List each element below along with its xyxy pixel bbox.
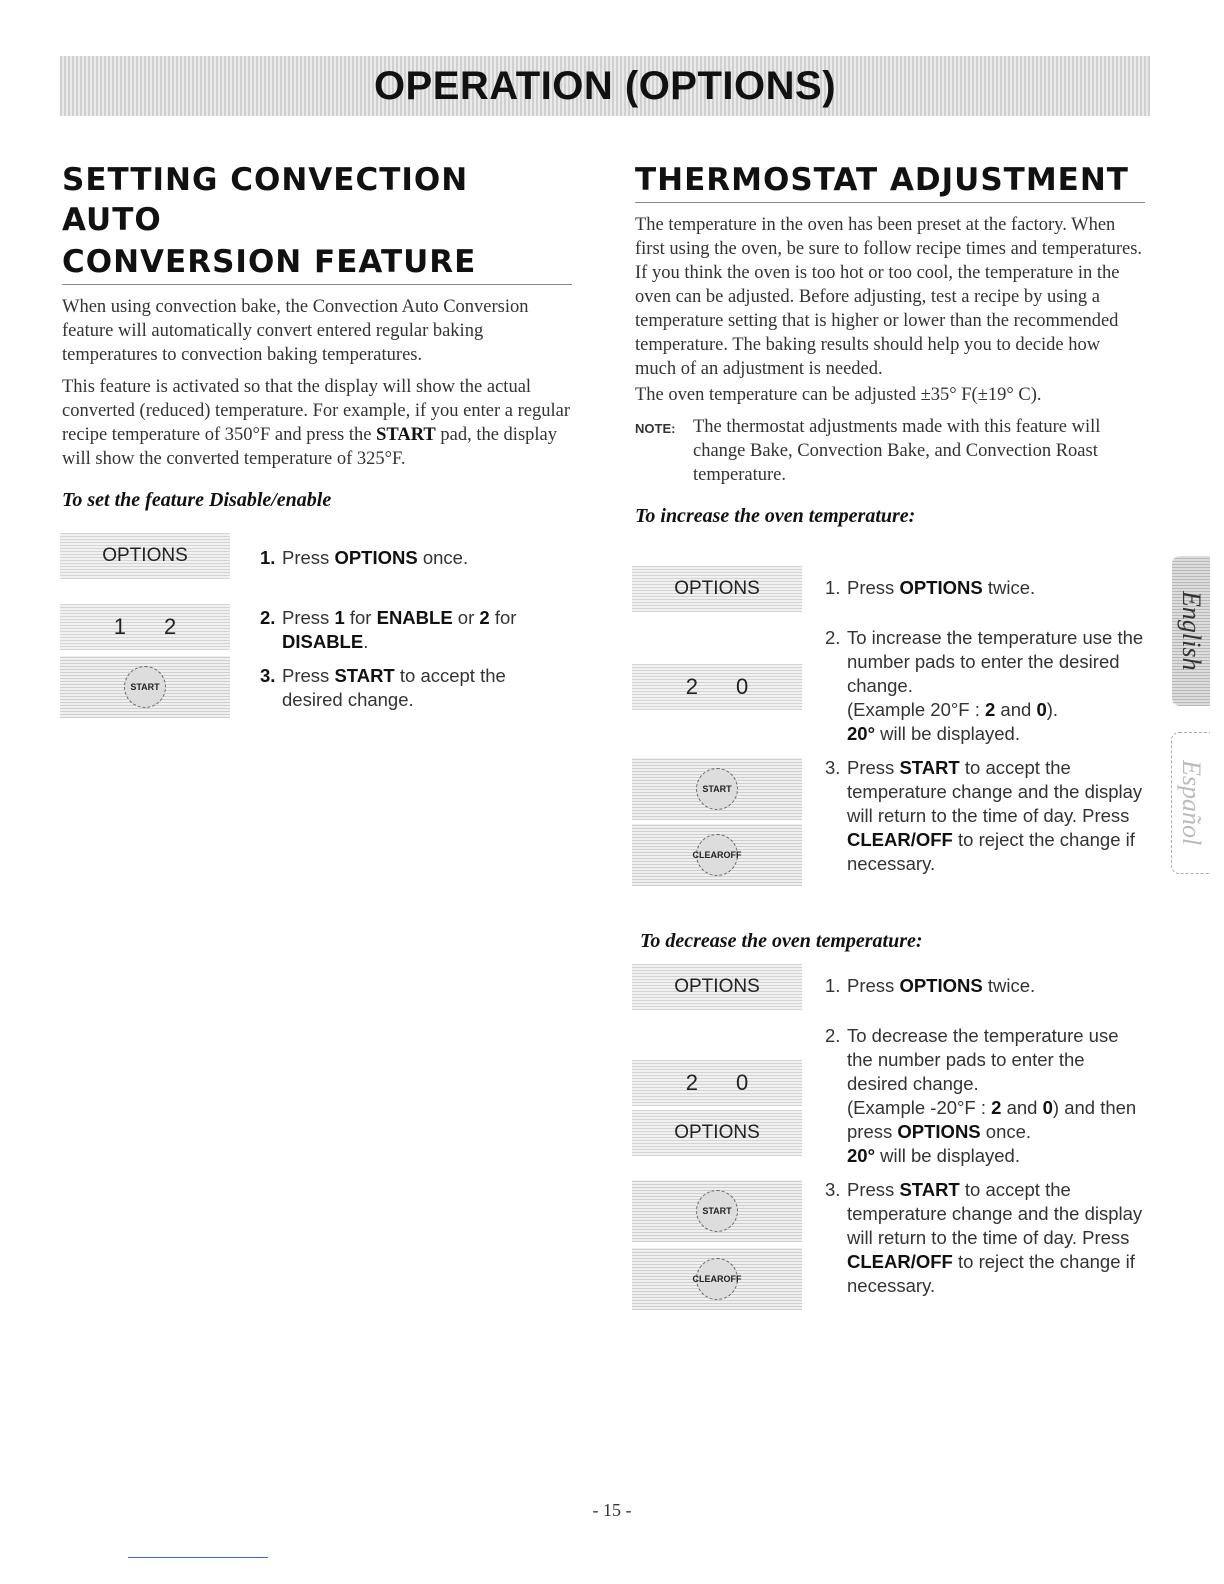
thermostat-section — [635, 160, 1145, 528]
decrease-start-pad — [632, 1180, 802, 1242]
thermostat-intro: The temperature in the oven has been preset at the factory. When first using the oven, be sure to follow recipe times and temperatures. If you think the oven is too hot or too cool, the temperature in the oven can be adjusted. Before adjusting, test a recipe by using a temperature setting that is higher or lower than the recommended temperature. The baking results should help you to decide how much of an adjustment is needed. — [635, 215, 1143, 379]
note-label: NOTE: — [635, 421, 676, 436]
increase-options-pad: OPTIONS — [632, 566, 802, 612]
decrease-subheading: To decrease the oven temperature: — [640, 930, 923, 952]
increase-start-pad — [632, 758, 802, 820]
decrease-options-pad-2: OPTIONS — [632, 1110, 802, 1156]
feature-step-1: 1. Press OPTIONS once. — [260, 547, 469, 568]
note-text: The thermostat adjustments made with this feature will change Bake, Convection Bake, and Convection Roast temperature. — [693, 417, 1101, 485]
increase-step-3: 3. Press START to accept the temperature change and the display will return to the time of day. Press CLEAR/OFF to reject the change if necessary. — [825, 757, 1143, 874]
decrease-clear-pad — [632, 1248, 802, 1310]
convection-intro: When using convection bake, the Convection Auto Conversion feature will automatically convert entered regular baking temperatures to convection baking temperatures. — [62, 297, 529, 365]
convection-example: This feature is activated so that the display will show the actual converted (reduced) temperature. For example, if you enter a regular recipe temperature of 350°F and press the START pad, the display will show the converted temperature of 325°F. — [62, 377, 570, 469]
increase-step-2: 2. To increase the temperature use the number pads to enter the desired change. (Example 20°F : 2 and 0). 20° will be displayed. — [825, 627, 1144, 744]
english-tab[interactable]: English — [1172, 556, 1210, 706]
start-pad — [60, 656, 230, 718]
convection-heading: SETTING CONVECTION AUTO — [62, 162, 469, 238]
espanol-tab[interactable]: Español — [1171, 732, 1210, 874]
page-banner — [60, 56, 1150, 116]
increase-subheading: To increase the oven temperature: — [635, 505, 916, 527]
decrease-step-3: 3. Press START to accept the temperature change and the display will return to the time of day. Press CLEAR/OFF to reject the change if necessary. — [825, 1179, 1143, 1296]
thermostat-note — [635, 415, 1145, 487]
feature-step-2: 2. Press 1 for ENABLE or 2 for DISABLE. — [260, 607, 517, 652]
feature-steps — [260, 546, 550, 722]
decrease-options-pad: OPTIONS — [632, 964, 802, 1010]
convection-heading-line2: CONVERSION FEATURE — [62, 242, 572, 285]
increase-clear-pad — [632, 824, 802, 886]
feature-step-3: 3. Press START to accept the desired change. — [260, 665, 506, 710]
start-knob-icon: START — [124, 666, 166, 708]
clear-off-knob-icon: CLEAR OFF — [696, 834, 738, 876]
increase-number-pads: 2 0 — [632, 664, 802, 710]
decrease-steps — [825, 974, 1145, 1308]
thermostat-heading: THERMOSTAT ADJUSTMENT — [635, 160, 1145, 203]
decrease-step-2: 2. To decrease the temperature use the number pads to enter the desired change. (Example -20°F : 2 and 0) and then press OPTIONS once. 20° will be displayed. — [825, 1025, 1137, 1166]
feature-subheading: To set the feature Disable/enable — [62, 489, 332, 511]
clear-off-knob-icon: CLEAR OFF — [696, 1258, 738, 1300]
increase-step-1: 1. Press OPTIONS twice. — [825, 577, 1036, 598]
start-knob-icon: START — [696, 1190, 738, 1232]
thermostat-range: The oven temperature can be adjusted ±35° F(±19° C). — [635, 385, 1042, 405]
increase-steps — [825, 576, 1145, 886]
number-pads: 1 2 — [60, 604, 230, 650]
decrease-number-pads: 2 0 — [632, 1060, 802, 1106]
start-knob-icon: START — [696, 768, 738, 810]
page-number: - 15 - — [592, 1500, 632, 1520]
decrease-step-1: 1. Press OPTIONS twice. — [825, 975, 1036, 996]
banner-title: OPERATION (OPTIONS) — [373, 63, 837, 108]
options-pad: OPTIONS — [60, 533, 230, 579]
footer-rule — [128, 1557, 268, 1558]
convection-section — [62, 160, 572, 512]
